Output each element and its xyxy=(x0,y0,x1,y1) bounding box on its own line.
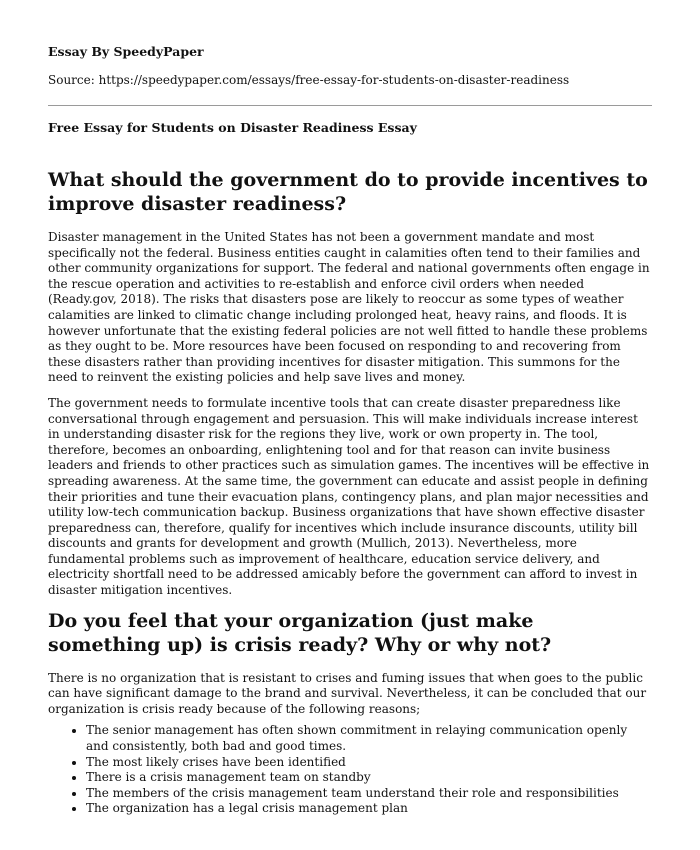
section-heading: Do you feel that your organization (just make something up) is crisis ready? Why or why not? xyxy=(48,609,552,656)
section-heading: What should the government do to provide incentives to improve disaster readiness? xyxy=(48,169,648,215)
readiness-reasons-list xyxy=(48,723,652,817)
section-crisis-readiness xyxy=(48,609,652,817)
paragraph: There is no organization that is resistant to crises and fuming issues that when goes to the public can have significant damage to the brand and survival. Nevertheless, it can be concluded that our organization is crisis ready because of the following reasons; xyxy=(48,670,647,716)
list-item: • The organization has a legal crisis management plan xyxy=(86,801,652,817)
list-item: • The senior management has often shown commitment in relaying communication openly and consistently, both bad and good times. xyxy=(86,723,652,754)
paragraph: Disaster management in the United States has not been a government mandate and most specifically not the federal. Business entities caught in calamities often tend to their families and other community organizations for support. The federal and national governments often engage in the rescue operation and activities to re-establish and enforce civil orders when needed (Ready.gov, 2018). The risks that disasters pose are likely to reoccur as some types of weather calamities are linked to climatic change including prolonged heat, heavy rains, and floods. It is however unfortunate that the existing federal policies are not well fitted to handle these problems as they ought to be. More resources have been focused on responding to and recovering from these disasters rather than providing incentives for disaster mitigation. This summons for the need to reinvent the existing policies and help save lives and money. xyxy=(48,230,650,385)
paragraph: The government needs to formulate incentive tools that can create disaster preparedness like conversational through engagement and persuasion. This will make individuals increase interest in understanding disaster risk for the regions they live, work or own property in. The tool, therefore, becomes an onboarding, enlightening tool and for that reason can invite business leaders and friends to other practices such as simulation games. The incentives will be effective in spreading awareness. At the same time, the government can educate and assist people in defining their priorities and tune their evacuation plans, contingency plans, and plan major necessities and utility low-tech communication backup. Business organizations that have shown effective disaster preparedness can, therefore, qualify for incentives which include insurance discounts, utility bill discounts and grants for development and growth (Mullich, 2013). Nevertheless, more fundamental problems such as improvement of healthcare, education service delivery, and electricity shortfall need to be addressed amicably before the government can afford to invest in disaster mitigation incentives. xyxy=(48,395,650,598)
list-item: • The members of the crisis management team understand their role and responsibilities xyxy=(86,786,652,802)
section-government-incentives xyxy=(48,168,652,599)
header-divider xyxy=(48,105,652,106)
list-item: • There is a crisis management team on standby xyxy=(86,770,652,786)
list-item: • The most likely crises have been identified xyxy=(86,755,652,771)
brand-label: Essay By SpeedyPaper xyxy=(48,44,204,59)
source-line: Source: https://speedypaper.com/essays/free-essay-for-students-on-disaster-readiness xyxy=(48,73,570,87)
page-header xyxy=(48,0,652,87)
document-title: Free Essay for Students on Disaster Readiness Essay xyxy=(48,120,417,135)
